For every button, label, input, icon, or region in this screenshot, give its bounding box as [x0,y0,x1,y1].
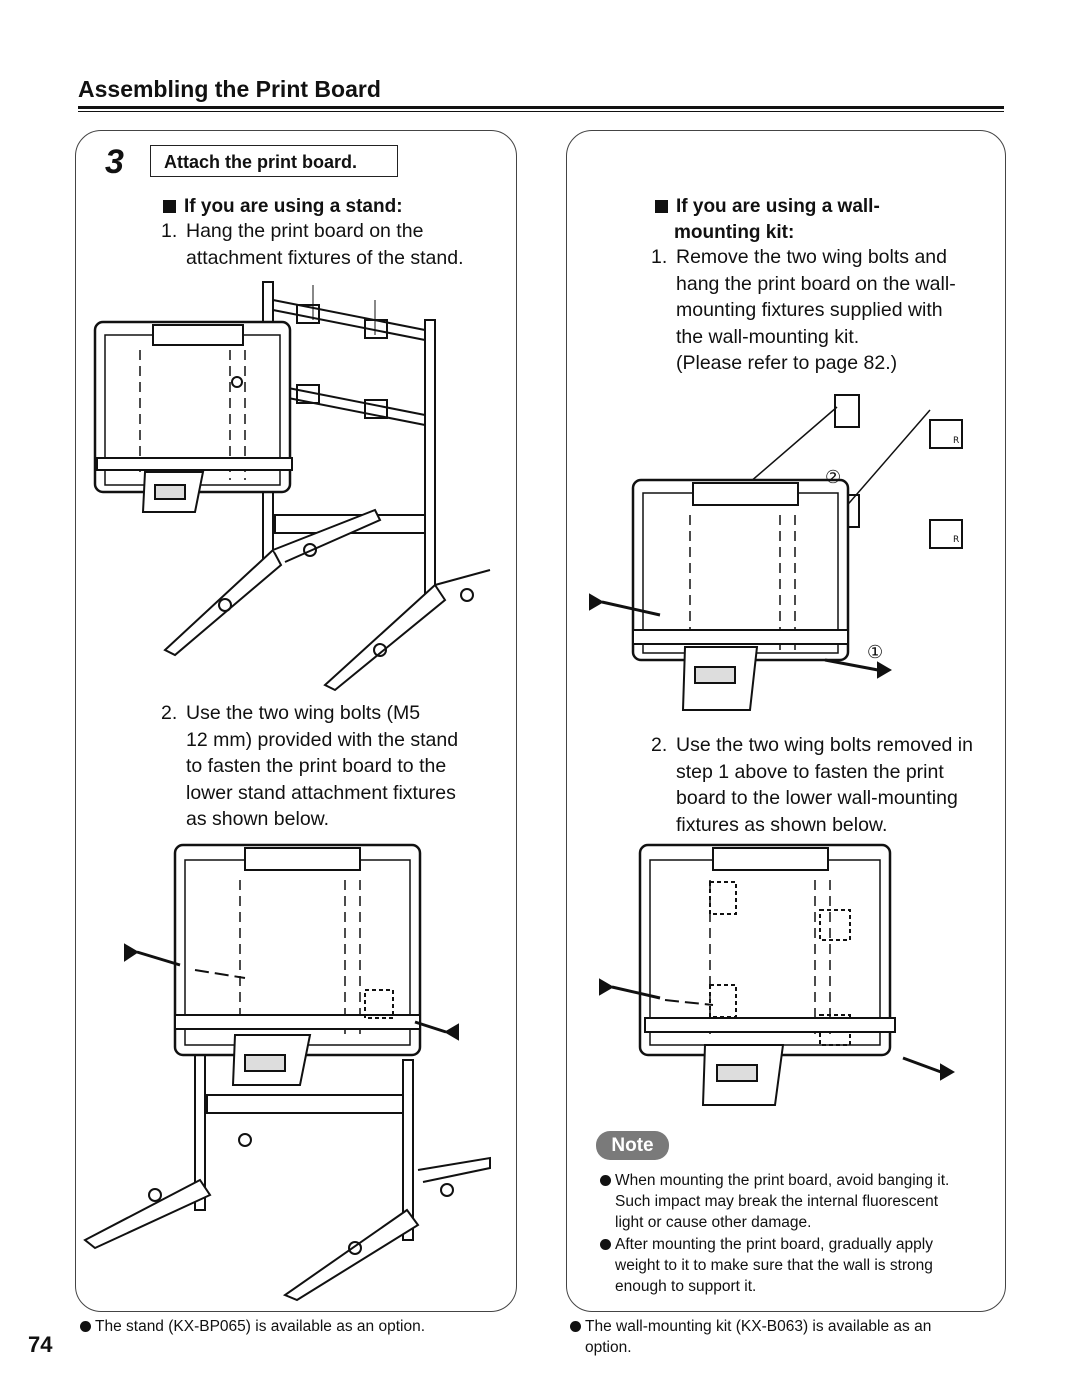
note-badge: Note [596,1131,669,1160]
list-line: fixtures as shown below. [676,813,888,836]
stand-bolt-illustration [85,840,505,1300]
step-title-box: Attach the print board. [150,145,398,177]
note-line: Such impact may break the internal fluorescent [615,1193,939,1210]
fixture-letter: R [953,535,960,545]
list-number: 2. [161,702,178,724]
list-line: Use the two wing bolts removed in [676,734,973,756]
list-line: lower stand attachment fixtures [186,781,456,804]
list-number: 1. [161,220,178,242]
list-line: Hang the print board on the [186,220,424,242]
footnote-line: The wall-mounting kit (KX-B063) is available as an [585,1318,932,1335]
footnote-stand [95,1316,515,1337]
list-number: 2. [651,734,668,756]
list-line: attachment fixtures of the stand. [186,246,464,269]
list-line: mounting fixtures supplied with [676,299,943,321]
note-line: light or cause other damage. [615,1214,812,1231]
round-bullet-icon [80,1321,91,1332]
square-bullet-icon [163,200,176,213]
step-number: 3 [105,143,124,181]
wall-heading [655,194,880,246]
note-line: When mounting the print board, avoid banging it. [615,1172,950,1189]
title-rule-thin [78,111,1004,112]
note-line: enough to support it. [615,1278,757,1295]
footnote-text: The stand (KX-BP065) is available as an option. [95,1318,425,1335]
callout-1: ① [867,642,884,663]
fixture-letter: R [953,436,960,446]
page-number: 74 [28,1332,53,1357]
callout-2: ② [825,467,842,488]
note-line: weight to it to make sure that the wall is strong [615,1257,933,1274]
footnote-line: option. [585,1339,632,1356]
square-bullet-icon [655,200,668,213]
stand-step-1 [161,218,501,278]
wall-step-1 [651,244,1001,384]
footnote-wall [585,1316,1005,1358]
list-line: 12 mm) provided with the stand [186,728,459,751]
list-line: to fasten the print board to the [186,755,447,777]
title-rule [78,106,1004,109]
list-line: hang the print board on the wall- [676,272,956,295]
list-line: as shown below. [186,808,330,830]
list-line: step 1 above to fasten the print [676,760,944,783]
list-line: (Please refer to page 82.) [676,352,898,374]
stand-hang-illustration [85,280,505,700]
stand-heading-text: If you are using a stand: [184,196,403,217]
note-item [615,1234,1000,1297]
list-line: the wall-mounting kit. [676,325,860,348]
list-line: Use the two wing bolts (M5 [186,702,421,724]
round-bullet-icon [570,1321,581,1332]
stand-step-2 [161,700,501,840]
list-number: 1. [651,246,668,268]
list-line: board to the lower wall-mounting [676,787,958,809]
note-line: After mounting the print board, gradually apply [615,1236,933,1253]
wall-heading-line: mounting kit: [674,222,795,243]
round-bullet-icon [600,1239,611,1250]
list-line: Remove the two wing bolts and [676,246,947,268]
wall-bolt-illustration [585,840,1000,1120]
stand-heading [163,194,403,220]
note-item [615,1170,1000,1233]
round-bullet-icon [600,1175,611,1186]
wall-hang-illustration [585,385,1000,720]
wall-step-2 [651,732,1001,842]
page-title: Assembling the Print Board [78,76,381,102]
wall-heading-line: If you are using a wall- [676,196,880,217]
